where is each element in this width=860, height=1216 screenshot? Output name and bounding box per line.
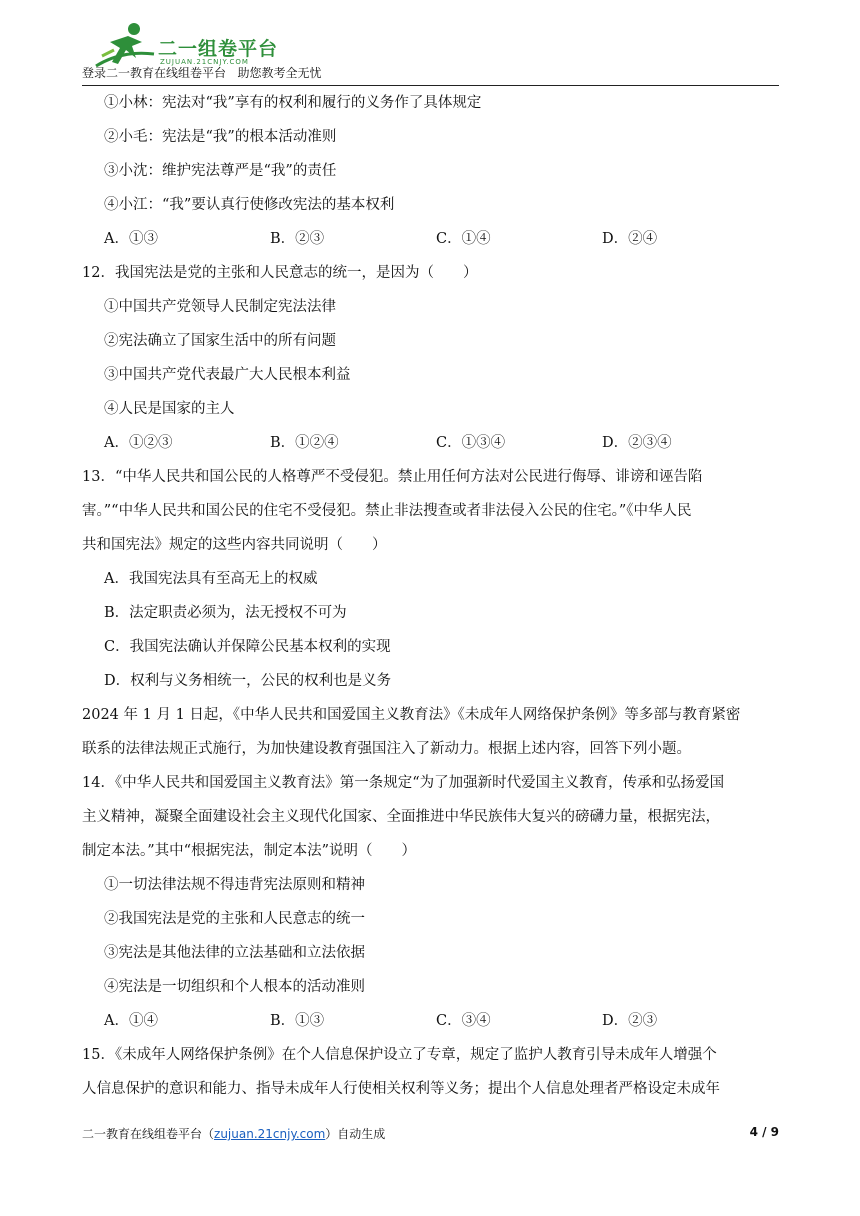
q14-choice-a: A．①④ <box>104 1013 158 1029</box>
q13-stem-line-2: 害。”“中华人民共和国公民的住宅不受侵犯。禁止非法搜查或者非法侵入公民的住宅。”《中华人民 <box>82 503 692 519</box>
header-divider <box>82 85 779 86</box>
q14-option-1: ①一切法律法规不得违背宪法原则和精神 <box>104 877 365 893</box>
intro-line-1: 2024 年 1 月 1 日起，《中华人民共和国爱国主义教育法》《未成年人网络保护条例》等多部与教育紧密 <box>82 707 741 723</box>
q12-option-4: ④人民是国家的主人 <box>104 401 235 417</box>
header-slogan: 登录二一教育在线组卷平台 助您教考全无忧 <box>82 66 322 80</box>
page-number: 4 / 9 <box>749 1125 779 1139</box>
footer-site-link[interactable]: zujuan.21cnjy.com <box>214 1127 326 1141</box>
q12-choice-a: A．①②③ <box>104 435 173 451</box>
q11-choice-a: A．①③ <box>104 231 158 247</box>
intro-line-2: 联系的法律法规正式施行，为加快建设教育强国注入了新动力。根据上述内容，回答下列小题。 <box>82 741 691 757</box>
q12-choice-c: C．①③④ <box>436 435 506 451</box>
q12-option-2: ②宪法确立了国家生活中的所有问题 <box>104 333 336 349</box>
q14-option-4: ④宪法是一切组织和个人根本的活动准则 <box>104 979 365 995</box>
q12-option-3: ③中国共产党代表最广大人民根本利益 <box>104 367 351 383</box>
q12-stem: 12．我国宪法是党的主张和人民意志的统一，是因为（ ） <box>82 265 478 281</box>
q11-choice-b: B．②③ <box>270 231 325 247</box>
q14-option-3: ③宪法是其他法律的立法基础和立法依据 <box>104 945 365 961</box>
exam-content <box>82 91 782 1111</box>
footer-prefix: 二一教育在线组卷平台（ <box>82 1127 215 1141</box>
q13-stem-line-1: 13．“中华人民共和国公民的人格尊严不受侵犯。禁止用任何方法对公民进行侮辱、诽谤和诬告陷 <box>82 469 703 485</box>
q15-stem-line-2: 人信息保护的意识和能力、指导未成年人行使相关权利等义务；提出个人信息处理者严格设定未成年 <box>82 1081 720 1097</box>
footer-suffix: ）自动生成 <box>325 1127 386 1141</box>
q14-choice-c: C．③④ <box>436 1013 491 1029</box>
q14-stem-line-2: 主义精神，凝聚全面建设社会主义现代化国家、全面推进中华民族伟大复兴的磅礴力量，根据宪法， <box>82 809 720 825</box>
q11-option-1: ①小林：宪法对“我”享有的权利和履行的义务作了具体规定 <box>104 95 482 111</box>
q14-choices <box>82 1009 782 1043</box>
q11-choice-c: C．①④ <box>436 231 491 247</box>
q11-option-3: ③小沈：维护宪法尊严是“我”的责任 <box>104 163 337 179</box>
q14-choice-d: D．②③ <box>602 1013 658 1029</box>
q12-option-1: ①中国共产党领导人民制定宪法法律 <box>104 299 336 315</box>
q12-choices <box>82 431 782 465</box>
q14-stem-line-1: 14．《中华人民共和国爱国主义教育法》第一条规定“为了加强新时代爱国主义教育，传承和弘扬爱国 <box>82 775 725 791</box>
q12-choice-d: D．②③④ <box>602 435 672 451</box>
page-header <box>82 14 782 86</box>
q14-option-2: ②我国宪法是党的主张和人民意志的统一 <box>104 911 365 927</box>
q13-stem-line-3: 共和国宪法》规定的这些内容共同说明（ ） <box>82 537 387 553</box>
logo-subtext: ZUJUAN.21CNJY.COM <box>160 58 249 66</box>
q13-option-c: C．我国宪法确认并保障公民基本权利的实现 <box>104 639 391 655</box>
q14-choice-b: B．①③ <box>270 1013 325 1029</box>
q11-choice-d: D．②④ <box>602 231 658 247</box>
page-footer <box>82 1125 779 1145</box>
q13-option-d: D．权利与义务相统一，公民的权利也是义务 <box>104 673 392 689</box>
q15-stem-line-1: 15．《未成年人网络保护条例》在个人信息保护设立了专章，规定了监护人教育引导未成年人增强个 <box>82 1047 717 1063</box>
q14-stem-line-3: 制定本法。”其中“根据宪法，制定本法”说明（ ） <box>82 843 416 859</box>
q13-option-b: B．法定职责必须为，法无授权不可为 <box>104 605 347 621</box>
q11-option-4: ④小江：“我”要认真行使修改宪法的基本权利 <box>104 197 395 213</box>
q11-option-2: ②小毛：宪法是“我”的根本活动准则 <box>104 129 337 145</box>
q12-choice-b: B．①②④ <box>270 435 339 451</box>
q11-choices <box>82 227 782 261</box>
logo-text: 二一组卷平台 <box>158 38 279 60</box>
q13-option-a: A．我国宪法具有至高无上的权威 <box>104 571 318 587</box>
